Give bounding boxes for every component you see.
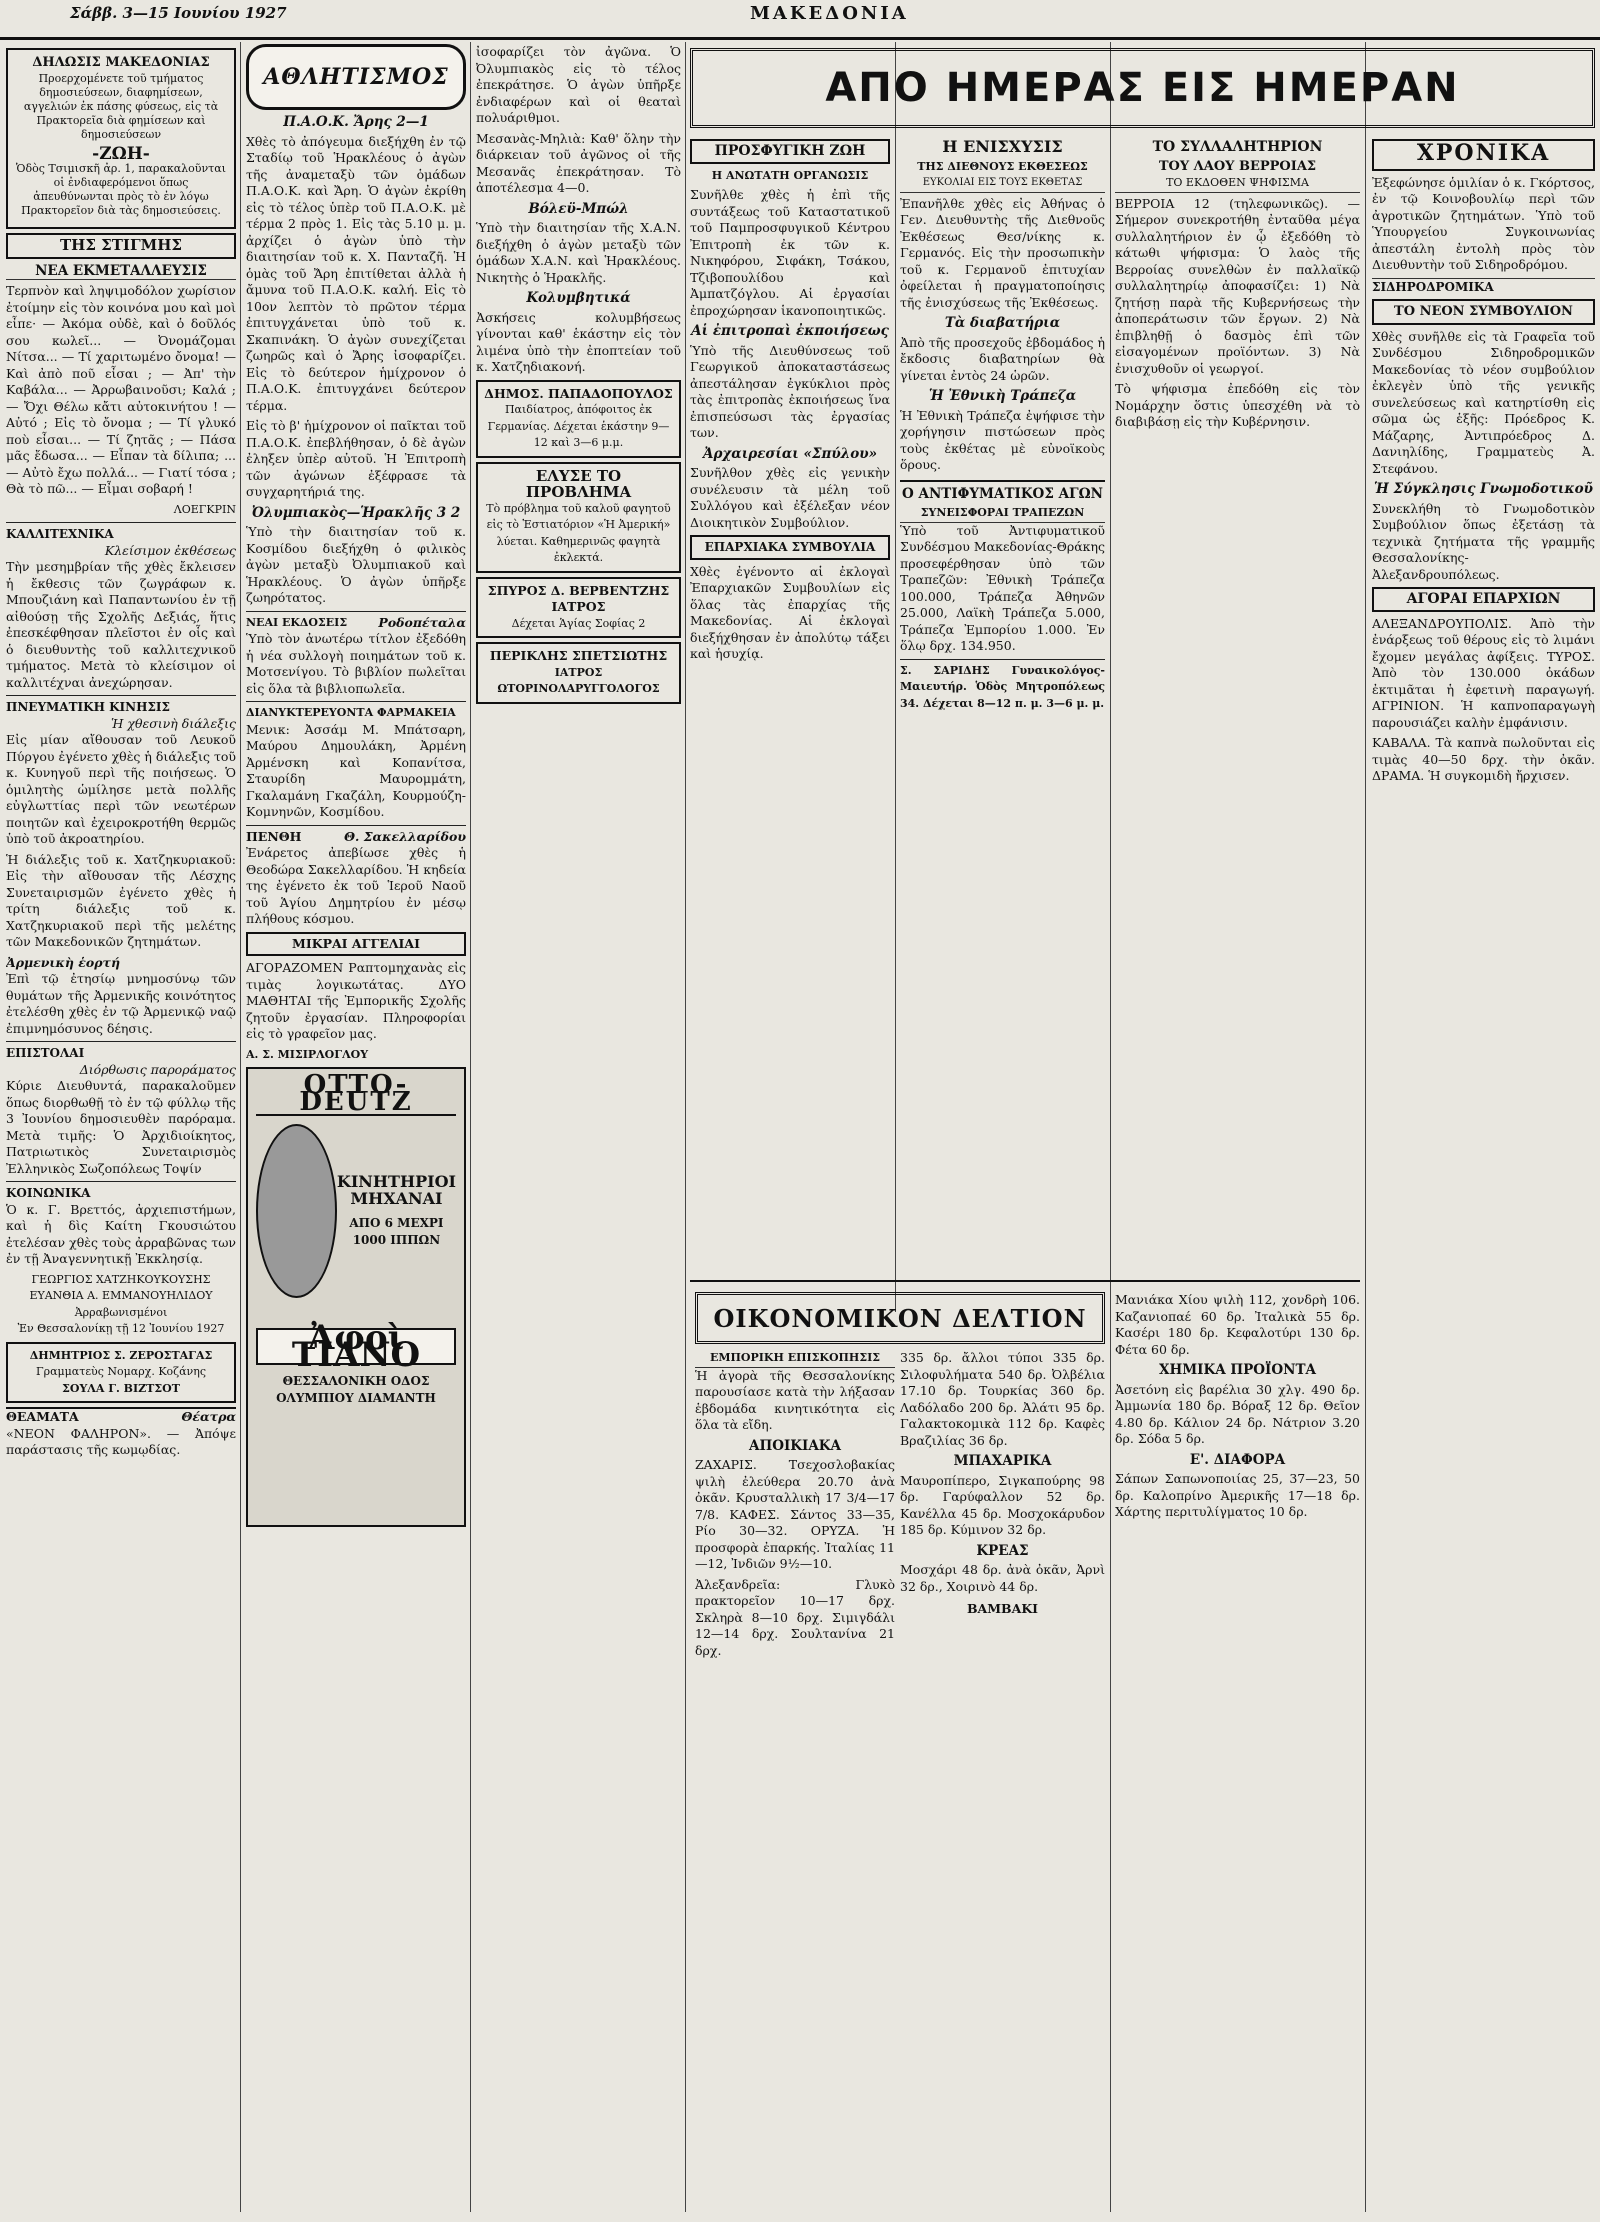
column-2	[246, 44, 466, 2219]
article-body: Ἀσκήσεις κολυμβήσεως γίνονται καθ' ἑκάστην εἰς τὸν λιμένα ὑπὸ τὴν ἐποπτείαν τοῦ κ. Χατζηδιακονή.	[476, 309, 681, 374]
divider	[6, 695, 236, 696]
article-body: Χθὲς ἐγένοντο αἱ ἐκλογαὶ Ἐπαρχιακῶν Συμβουλίων εἰς ὅλας τὰς ἐπαρχίας τῆς Μακεδονίας. Αἱ ἐκλογαὶ διεξήχθησαν ἐν ἀπολύτῳ τάξει καὶ ἡσυχίᾳ.	[690, 563, 890, 661]
column-divider	[1110, 42, 1111, 2212]
article-headline: Ἀρχαιρεσίαι «Σπύλου»	[702, 445, 878, 462]
section-header	[246, 829, 466, 846]
sport-logo	[246, 44, 466, 110]
article-body: Συνεκλήθη τὸ Γνωμοδοτικὸν Συμβούλιον ὅπως ἐξετάσῃ τὰ τεχνικὰ ζητήματα τῆς γραμμῆς Θεσσαλονίκης-Ἀλεξανδρουπόλεως.	[1372, 500, 1595, 582]
theater-header	[6, 1407, 236, 1426]
section-title: ΠΕΝΘΗ	[246, 828, 302, 844]
article-body: Χθὲς τὸ ἀπόγευμα διεξήχθη ἐν τῷ Σταδίῳ τοῦ Ἡρακλέους ὁ ἀγὼν τῆς ἀναμεταξὺ τῶν ὁμάδων Π.Α.Ο.Κ. καὶ Ἄρη. Ὁ ἀγὼν ἐκρίθη εἰς τὸ τέλος ὑπὲρ τοῦ Π.Α.Ο.Κ. μὲ τέρμα 2 πρὸς 1. Εἰς τὰς 5.10 μ. μ. ἀρχίζει ὁ ἀγὼν ὑπὸ τὴν διαιτησίαν τοῦ κ. Χ. Πανταζῆ. Ἡ ὁμὰς τοῦ Ἄρη ἐπιτίθεται ἀλλὰ ἡ ἄμυνα τοῦ Π.Α.Ο.Κ. καλή. Εἰς τὸ 10ον λεπτὸν τὸ πρῶτον τέρμα ἐπιτυγχάνεται ὑπὸ τοῦ κ. Σκαπινάκη. Ὁ ἀγὼν συνεχίζεται ζωηρῶς καὶ ὁ Ἄρης ἰσοφαρίζει. Εἰς τὸ δεύτερον ἡμίχρονον ὁ Π.Α.Ο.Κ. ἐπιτυγχάνει δεύτερον τέρμα.	[246, 133, 466, 413]
section-title: ΕΠΑΡΧΙΑΚΑ ΣΥΜΒΟΥΛΙΑ	[704, 540, 876, 554]
article-body: Ἐπανῆλθε χθὲς εἰς Ἀθήνας ὁ Γεν. Διευθυντὴς τῆς Διεθνοῦς Ἐκθέσεως Θεσ/νίκης κ. Γερμανός. Εἰς τὴν προσωπικὴν τοῦ κ. Γερμανοῦ ἐπιτυχίαν ὀφείλεται ἡ πραγματοποίησις τῆς ἐνισχύσεως τῆς Ἐκθέσεως.	[900, 195, 1105, 310]
article-body: «ΝΕΟΝ ΦΑΛΗΡΟΝ». — Ἀπόψε παράστασις τῆς κωμῳδίας.	[6, 1425, 236, 1457]
main-banner	[690, 48, 1595, 128]
section-title: ΠΝΕΥΜΑΤΙΚΗ ΚΙΝΗΣΙΣ	[6, 700, 171, 714]
ad-subtitle: ΚΙΝΗΤΗΡΙΟΙ ΜΗΧΑΝΑΙ	[336, 1172, 456, 1208]
article-body: Τὸ ψήφισμα ἐπεδόθη εἰς τὸν Νομάρχην ὅστις ὑπεσχέθη νὰ τὸ διαβιβάσῃ εἰς τὴν Κυβέρνησιν.	[1115, 381, 1360, 429]
section-subtitle: Θ. Σακελλαρίδου	[344, 828, 466, 844]
ad-line: ΔΗΜΟΣ. ΠΑΠΑΔΟΠΟΥΛΟΣ	[484, 385, 673, 401]
article-headline: ΤΟ ΝΕΟΝ ΣΥΜΒΟΥΛΙΟΝ	[1394, 304, 1573, 319]
article-body: Ὑπὸ τὴν διαιτησίαν τοῦ κ. Κοσμίδου διεξήχθη ὁ φιλικὸς ἀγὼν μεταξὺ Ὀλυμπιακοῦ καὶ Ἡρακλέους. Ὁ ἀγὼν ὑπῆρξε ζωηρότατος.	[246, 524, 466, 605]
notice-box	[6, 48, 236, 229]
article-body: Ἀσετόνη εἰς βαρέλια 30 χλγ. 490 δρ. Ἀμμωνία 180 δρ. Βόραξ 12 δρ. Θεῖον 4.80 δρ. Κάλιον 24 δρ. Νάτριον 3.20 δρ. Σόδα 5 δρ.	[1115, 1381, 1360, 1446]
article-body: Χθὲς συνῆλθε εἰς τὰ Γραφεῖα τοῦ Συνδέσμου Σιδηροδρομικῶν Μακεδονίας τὸ νέον συμβούλιον ἐκλεγὲν ὑπὸ τῆς γενικῆς συνελεύσεως καὶ κατηρτίσθη εἰς σῶμα ὡς ἑξῆς: Πρόεδρος Κ. Μάζαρης, Ἀντιπρόεδρος Δ. Δανιηλίδης, Γραμματεὺς Ἀ. Στεφάνου.	[1372, 328, 1595, 476]
article-body: Ἡ διάλεξις τοῦ κ. Χατζηκυριακοῦ: Εἰς τὴν αἴθουσαν τῆς Λέσχης Συνεταιρισμῶν ἐγένετο χθὲς ἡ τρίτη διάλεξις τοῦ κ. Χατζηκυριακοῦ περὶ τῆς μελέτης τῶν Μακεδονικῶν ζητημάτων.	[6, 851, 236, 949]
section-banner	[1372, 139, 1595, 171]
column-divider	[1365, 42, 1366, 2212]
advertisement	[476, 642, 681, 704]
article-headline: Η ΕΝΙΣΧΥΣΙΣ	[942, 137, 1063, 156]
section-title: ΧΗΜΙΚΑ ΠΡΟΪΟΝΤΑ	[1159, 1362, 1316, 1378]
divider	[246, 825, 466, 826]
article-body: Ὑπὸ τὸν ἀνωτέρω τίτλον ἐξεδόθη ἡ νέα συλλογὴ ποιημάτων τοῦ κ. Μοτσενίγου. Τὸ βιβλίον πωλεῖται εἰς ὅλα τὰ βιβλιοπωλεῖα.	[246, 631, 466, 696]
article-body: Μαυροπίπερο, Σιγκαπούρης 98 δρ. Γαρύφαλλον 52 δρ. Κανέλλα 45 δρ. Μοσχοκάρυδον 185 δρ. Κύμινον 32 δρ.	[900, 1472, 1105, 1537]
section-banner	[1372, 587, 1595, 612]
article-headline: Κολυμβητικά	[526, 290, 631, 306]
article-body: Σάπων Σαπωνοποιίας 25, 37—23, 50 δρ. Καλοπρίνο Ἀμερικῆς 17—18 δρ. Χάρτης περιτυλίγματος 10 δρ.	[1115, 1471, 1360, 1519]
article-headline: Ἡ Σύγκλησις Γνωμοδοτικοῦ	[1374, 481, 1593, 497]
column-7	[1372, 135, 1595, 2215]
article-body: Ἀπὸ τῆς προσεχοῦς ἐβδομάδος ἡ ἔκδοσις διαβατηρίων θὰ γίνεται ἐντὸς 24 ὡρῶν.	[900, 334, 1105, 383]
article-body: Μεσανὰς-Μηλιὰ: Καθ' ὅλην τὴν διάρκειαν τοῦ ἀγῶνος οἱ τῆς Μεσανᾶς ἐπεκράτησαν. Τὸ ἀποτέλεσμα 4—0.	[476, 130, 681, 195]
section-subtitle: Ροδοπέταλα	[378, 614, 466, 630]
econ-top-rule	[690, 1280, 1360, 1282]
column-divider	[470, 42, 471, 2212]
article-subheadline: ΕΥΚΟΛΙΑΙ ΕΙΣ ΤΟΥΣ ΕΚΘΕΤΑΣ	[900, 175, 1105, 193]
advertisement	[476, 462, 681, 573]
divider	[6, 522, 236, 523]
ad-line: ΠΕΡΙΚΛΗΣ ΣΠΕΤΣΙΩΤΗΣ	[489, 648, 668, 663]
article-body: Μανιάκα Χίου ψιλὴ 112, χονδρὴ 106. Καζανιοπαέ 60 δρ. Ἰταλικὰ 55 δρ. Κασέρι 180 δρ. Κεφαλοτύρι 130 δρ. Φέτα 60 δρ.	[1115, 1292, 1360, 1357]
column-4	[690, 135, 890, 1275]
article-headline: Π.Α.Ο.Κ. Ἄρης 2—1	[283, 114, 429, 130]
article-headline: Τὰ διαβατήρια	[944, 315, 1061, 331]
ad-line: Παιδίατρος, ἀπόφοιτος ἐκ Γερμανίας. Δέχεται ἑκάστην 9—12 καὶ 3—6 μ.μ.	[487, 403, 670, 449]
econ-banner	[695, 1292, 1105, 1344]
ad-line: ΙΑΤΡΟΣ ΩΤΟΡΙΝΟΛΑΡΥΓΓΟΛΟΓΟΣ	[497, 665, 660, 695]
section-title: ΤΗΣ ΣΤΙΓΜΗΣ	[60, 236, 182, 254]
ad-line: Δέχεται Ἁγίας Σοφίας 2	[511, 616, 646, 630]
article-body: Ὑπὸ τῆς Διευθύνσεως τοῦ Γεωργικοῦ ἀποκαταστάσεως ἀπεστάλησαν ἐγκύκλιοι πρὸς τὰς ἐπιτροπὰς ἐκποιήσεως ἵνα ἐπισπεύσωσι τὰς ἐργασίας των.	[690, 342, 890, 440]
advertisement: Σ. ΣΑΡΙΔΗΣ Γυναικολόγος-Μαιευτήρ. Ὁδὸς Μητροπόλεως 34. Δέχεται 8—12 π. μ. 3—6 μ. μ.	[900, 663, 1105, 710]
article-headline: Ἡ Ἐθνικὴ Τράπεζα	[928, 388, 1077, 404]
divider	[900, 480, 1105, 482]
ad-line: ΙΑΤΡΟΣ	[551, 599, 606, 614]
section-banner	[6, 233, 236, 259]
section-title: Ε'. ΔΙΑΦΟΡΑ	[1189, 1451, 1286, 1468]
econ-column-1	[695, 1350, 895, 2215]
divider	[900, 659, 1105, 660]
article-subheadline: ΤΟΥ ΛΑΟΥ ΒΕΡΡΟΙΑΣ	[1158, 158, 1317, 174]
article-body: ΑΓΟΡΑΖΟΜΕΝ Ραπτομηχανὰς εἰς τιμὰς λογικωτάτας. ΔΥΟ ΜΑΘΗΤΑΙ τῆς Ἐμπορικῆς Σχολῆς ζητοῦν ἐργασίαν. Πληροφορίαι εἰς τὸ γραφεῖον μας.	[246, 960, 466, 1041]
article-body: Συνῆλθον χθὲς εἰς γενικὴν συνέλευσιν τὰ μέλη τοῦ Συλλόγου καὶ ἐξέλεξαν νέον Διοικητικὸν Συμβούλιον.	[690, 465, 890, 530]
section-banner	[690, 139, 890, 164]
notice-zoi: -ΖΩΗ-	[92, 143, 150, 164]
article-body: Εἰς τὸ β' ἡμίχρονον οἱ παῖκται τοῦ Π.Α.Ο.Κ. ἐπεβλήθησαν, ὁ δὲ ἀγὼν ἐληξεν ὑπὲρ αὐτοῦ. Ἡ Ἐπιτροπὴ τῶν ἀγώνων ἐξέφρασε τὰ συγχαρητήριά της.	[246, 418, 466, 499]
article-body: ΖΑΧΑΡΙΣ. Τσεχοσλοβακίας ψιλὴ ἐλεύθερα 20.70 ἀνὰ ὀκᾶν. Κρυσταλλικὴ 17 3/4—17 7/8. ΚΑΦΕΣ. Σάντος 33—35, Ρίο 30—32. ΟΡΥΖΑ. Ἡ προσφορὰ ἐπαρκής. Ἰταλίας 11—12, Ἰνδιῶν 9½—10.	[695, 1457, 895, 1571]
article-headline: ΝΕΑ ΕΚΜΕΤΑΛΛΕΥΣΙΣ	[6, 263, 236, 281]
ad-line: ΣΟΥΛΑ Γ. ΒΙΖΤΣΟΤ	[62, 1381, 180, 1395]
article-headline: Ἀρμενικὴ ἑορτή	[6, 954, 121, 970]
column-5	[900, 135, 1105, 1275]
article-body: Ἐπὶ τῷ ἐτησίῳ μνημοσύνῳ τῶν θυμάτων τῆς Ἀρμενικῆς κοινότητος ἐτελέσθη χθὲς ἐν τῷ Ἀρμενικῷ ναῷ ἐπιμνημόσυνος δέησις.	[6, 971, 236, 1036]
section-title: ΒΑΜΒΑΚΙ	[966, 1601, 1039, 1616]
article-headline: Ἡ χθεσινὴ διάλεξις	[111, 715, 236, 731]
ad-line: ΔΗΜΗΤΡΙΟΣ Σ. ΖΕΡΟΣΤΑΓΑΣ	[29, 1348, 213, 1362]
article-subheadline: ΣΥΝΕΙΣΦΟΡΑΙ ΤΡΑΠΕΖΩΝ	[900, 505, 1105, 523]
ad-subtitle: ΑΠΟ 6 ΜΕΧΡΙ 1000 ΙΠΠΩΝ	[349, 1216, 444, 1247]
column-divider	[895, 42, 896, 1312]
article-body: Τερπνὸν καὶ ληψιμοδόλον χωρίσιον ἐτοίμην εἰς τὸν κοινόνα μου καὶ μοὶ εἶπε· — Ἀκόμα οὐδὲ, καὶ ὁ δοῦλός σου κωλεῖ... — Ὀνομάζομαι Νίτσα... — Τί χαριτωμένο ὄνομα! — Καὶ ἀπὸ ποῦ εἶσαι ; — Ἀπ' τὴν Καβάλα... — Ἀρρωβαινοῦσι; Καλά ; — Ὄχι Θέλω κἄτι αὐτοκινήτου ! — Αὐτό ; Εἰς τὸ ὄνομα ; — Τί γλυκό ποὺ εἶσαι... — Τί ζητᾶς ; — Πάσα μᾶς ἔδωσα... — Εἶπαν τὰ δίλιπα; ... — Αὐτὸ ἔχω πολλά... — Γιατί τόσα ; Θὰ τὸ πῶ... — Εἶμαι σοβαρή !	[6, 283, 236, 496]
article-headline: Ο ΑΝΤΙΦΥΜΑΤΙΚΟΣ ΑΓΩΝ	[902, 485, 1103, 502]
section-title: ΑΠΟΙΚΙΑΚΑ	[748, 1437, 842, 1454]
article-body: ΑΛΕΞΑΝΔΡΟΥΠΟΛΙΣ. Ἀπὸ τὴν ἐνάρξεως τοῦ θέρους εἰς τὸ λιμάνι ἔχομεν μεγάλας ἀφίξεις. ΤΥΡΟΣ. Ἀπὸ τὸν 130.000 ὀκάδων ἐκτιμᾶται ἡ ἐφετινὴ παραγωγή. ΑΓΡΙΝΙΟΝ. Ἡ καπνοπαραγωγὴ παρουσιάζει καλὴν ἐμφάνισιν.	[1372, 615, 1595, 730]
article-body: Ὑπὸ τὴν διαιτησίαν τῆς Χ.Α.Ν. διεξήχθη ὁ ἀγὼν μεταξὺ τῶν ὁμάδων Χ.Α.Ν. καὶ Ἡρακλέους. Νικητὴς ὁ Ἡρακλῆς.	[476, 220, 681, 285]
article-body: Κύριε Διευθυντά, παρακαλοῦμεν ὅπως διορθωθῇ τὸ ἐν τῷ φύλλῳ τῆς 3 Ἰουνίου δημοσιευθὲν παρόραμα. Μετὰ τιμῆς: Ὁ Ἀρχιδιοίκητος, Πατριωτικὸς Συνεταιρισμὸς Ἐλληνικὸς Σωζοπόλεως Τοψίν	[6, 1078, 236, 1176]
notice-zoi-body: Ὁδὸς Τσιμισκῆ ἀρ. 1, παρακαλοῦνται οἱ ἐνδιαφερόμενοι ὅπως ἀπευθύνωνται πρὸς τὸ ἐν λόγω Πρακτορεῖον διὰ τὰς δημοσιεύσεις.	[16, 162, 226, 217]
ad-line: ΕΛΥΣΕ ΤΟ ΠΡΟΒΛΗΜΑ	[525, 466, 632, 501]
column-divider	[685, 42, 686, 2212]
column-3	[476, 44, 681, 2219]
ad-body	[256, 1124, 456, 1298]
article-body: Ἡ Ἐθνικὴ Τράπεζα ἐψήφισε τὴν χορήγησιν πιστώσεων πρὸς τοὺς ἐκθέτας μὲ εὐνοϊκοὺς ὅρους.	[900, 407, 1105, 472]
advertisement	[6, 1342, 236, 1404]
section-banner	[690, 535, 890, 560]
article-body: ἰσοφαρίζει τὸν ἀγῶνα. Ὁ Ὀλυμπιακὸς εἰς τὸ τέλος ἐπεκράτησε. Ὁ ἀγὼν ὑπῆρξε ἐνδιαφέρων καὶ οἱ θεαταὶ πολυάριθμοι.	[476, 44, 681, 125]
econ-column-3	[1115, 1292, 1360, 2212]
article-body: ΒΕΡΡΟΙΑ 12 (τηλεφωνικῶς). — Σήμερον συνεκροτήθη ἐνταῦθα μέγα συλλαλητήριον ἐν ᾧ ἐξεδόθη τὸ κάτωθι ψήφισμα: Ὁ λαὸς τῆς Βερροίας συνελθὼν ἐν παλλαϊκῷ συλλαλητηρίῳ ἀποφασίζει: 1) Νὰ ζητήσῃ παρὰ τῆς Κυβερνήσεως τὴν ἀποπεράτωσιν τῶν ἔργων. 2) Νὰ ἐπιβληθῇ ὁ δασμὸς ἐπὶ τῶν εἰσαγομένων προϊόντων. 3) Νὰ ἐνισχυθοῦν οἱ γεωργοί.	[1115, 195, 1360, 376]
article-body: Μενικ: Ἀσσάμ Μ. Μπάτσαρη, Μαύρου Δημουλάκη, Ἀρμένη Ἀρμένσκη καὶ Κοπανίτσα, Σταυρίδη Μαυρομμάτη, Γκαλαμάνη Γκαζάλη, Κουρμούζη-Κομνηνῶν, Κοσμίδου.	[246, 721, 466, 819]
masthead-date: Σάββ. 3—15 Ιουνίου 1927	[70, 4, 287, 22]
ad-line: Γραμματεὺς Νομαρχ. Κοζάνης	[35, 1365, 206, 1378]
article-body: Μοσχάρι 48 δρ. ἀνὰ ὀκᾶν, Ἀρνὶ 32 δρ., Χοιρινὸ 44 δρ.	[900, 1562, 1105, 1594]
article-body: ΚΑΒΑΛΑ. Τὰ καπνὰ πωλοῦνται εἰς τιμὰς 40—50 δρχ. τὴν ὀκᾶν. ΔΡΑΜΑ. Ἡ συγκομιδὴ ἤρχισεν.	[1372, 735, 1595, 783]
article-subheadline: ΤΟ ΕΚΔΟΘΕΝ ΨΗΦΙΣΜΑ	[1115, 175, 1360, 193]
article-body: Ἀλεξανδρεῖα: Γλυκὸ πρακτορεῖον 10—17 δρχ. Σκληρὰ 8—10 δρχ. Σιμιγδάλι 12—14 δρχ. Σουλτανίνα 21 δρχ.	[695, 1576, 895, 1658]
ad-text	[337, 1124, 456, 1298]
sport-logo-text: ΑΘΛΗΤΙΣΜΟΣ	[263, 63, 449, 90]
ad-line: ΣΠΥΡΟΣ Δ. ΒΕΡΒΕΝΤΖΗΣ	[487, 582, 670, 598]
section-header	[246, 615, 466, 632]
section-title: ΜΙΚΡΑΙ ΑΓΓΕΛΙΑΙ	[292, 935, 420, 951]
article-body: Ἐνάρετος ἀπεβίωσε χθὲς ἡ Θεοδώρα Σακελλαρίδου. Ἡ κηδεία της ἐγένετο ἐκ τοῦ Ἱεροῦ Ναοῦ τοῦ Ἁγίου Δημητρίου ἐν μέσῳ πλήθους κόσμου.	[246, 845, 466, 926]
section-subtitle: Θέατρα	[181, 1409, 236, 1424]
article-subheadline: ΕΜΠΟΡΙΚΗ ΕΠΙΣΚΟΠΗΣΙΣ	[695, 1350, 895, 1368]
section-title: ΝΕΑΙ ΕΚΔΟΣΕΙΣ	[246, 615, 348, 629]
ad-address: ΘΕΣΣΑΛΟΝΙΚΗ ΟΔΟΣ ΟΛΥΜΠΙΟΥ ΔΙΑΜΑΝΤΗ	[276, 1374, 436, 1405]
column-1	[6, 44, 236, 2219]
section-title: ΘΕΑΜΑΤΑ	[6, 1409, 79, 1424]
econ-title: ΟΙΚΟΝΟΜΙΚΟΝ ΔΕΛΤΙΟΝ	[713, 1303, 1087, 1333]
notice-body: Προερχομένετε τοῦ τμήματος δημοσιεύσεων, διαφημίσεων, αγγελιών ἐκ πάσης φύσεως, εἰς τὰ Πρακτορεῖα διὰ φημίσεων καὶ δημοσιεύσεων	[23, 71, 219, 141]
main-banner-title: ΑΠΟ ΗΜΕΡΑΣ ΕΙΣ ΗΜΕΡΑΝ	[825, 65, 1460, 111]
section-banner	[246, 932, 466, 957]
advertisement	[476, 380, 681, 458]
article-body: Ἐξεφώνησε ὁμιλίαν ὁ κ. Γκόρτσος, ἐν τῷ Κοινοβουλίῳ περὶ τῶν ἀγροτικῶν ζητημάτων. Ὑπὸ τοῦ Ὑπουργείου Συγκοινωνίας ἀπεστάλη ἐντολὴ πρὸς τὸν Διευθυντὴν τοῦ Σιδηροδρόμου.	[1372, 174, 1595, 272]
section-title: ΕΠΙΣΤΟΛΑΙ	[6, 1046, 85, 1060]
signature-line: Ἀρραβωνισμένοι	[74, 1305, 168, 1319]
section-title: ΚΑΛΛΙΤΕΧΝΙΚΑ	[6, 527, 114, 541]
section-title: ΠΡΟΣΦΥΓΙΚΗ ΖΩΗ	[714, 143, 866, 159]
signature-line: Ἐν Θεσσαλονίκῃ τῇ 12 Ἰουνίου 1927	[17, 1322, 225, 1335]
column-divider	[240, 42, 241, 2212]
signature-line: ΕΥΑΝΘΙΑ Α. ΕΜΜΑΝΟΥΗΛΙΔΟΥ	[29, 1289, 213, 1302]
article-headline: Διόρθωσις παροράματος	[79, 1061, 236, 1077]
article-headline: Κλείσιμον ἐκθέσεως	[104, 542, 236, 558]
article-headline: ΤΟ ΣΥΛΛΑΛΗΤΗΡΙΟΝ	[1152, 139, 1323, 155]
divider	[246, 701, 466, 702]
article-body: Ἡ ἀγορὰ τῆς Θεσσαλονίκης παρουσίασε κατὰ τὴν λήξασαν ἑβδομάδα κινητικότητα εἰς ὅλα τὰ εἴδη.	[695, 1367, 895, 1432]
ad-brand: Ἀφοὶ ΤΙΑΝΟ	[256, 1328, 456, 1365]
section-title: ΜΠΑΧΑΡΙΚΑ	[953, 1453, 1052, 1469]
article-headline: Η ΑΝΩΤΑΤΗ ΟΡΓΑΝΩΣΙΣ	[711, 168, 869, 182]
section-title: ΑΓΟΡΑΙ ΕΠΑΡΧΙΩΝ	[1406, 591, 1561, 607]
divider	[6, 1041, 236, 1042]
article-body: 335 δρ. ἄλλοι τύποι 335 δρ. Σιλοφυλήματα 540 δρ. Ὀλβέλια 17.10 δρ. Τουρκίας 360 δρ. Λαδόλαδο 200 δρ. Ἀλάτι 95 δρ. Γαλακτοκομικὰ 112 δρ. Καφὲς Βραζιλίας 36 δρ.	[900, 1350, 1105, 1448]
notice-title: ΔΗΛΩΣΙΣ ΜΑΚΕΔΟΝΙΑΣ	[32, 55, 210, 70]
ad-line: Τὸ πρόβλημα τοῦ καλοῦ φαγητοῦ εἰς τὸ Ἑστιατόριον «Ἡ Ἀμερική» λύεται. Καθημερινῶς φαγητὰ ἐκλεκτά.	[486, 501, 671, 564]
signature-line: ΓΕΩΡΓΙΟΣ ΧΑΤΖΗΚΟΥΚΟΥΣΗΣ	[31, 1272, 211, 1286]
section-title: ΔΙΑΝΥΚΤΕΡΕΥΟΝΤΑ ΦΑΡΜΑΚΕΙΑ	[246, 706, 456, 719]
article-signature: ΛΟΕΓΚΡΙΝ	[173, 502, 236, 516]
article-subheadline: ΤΗΣ ΔΙΕΘΝΟΥΣ ΕΚΘΕΣΕΩΣ	[917, 159, 1088, 173]
section-title: ΚΟΙΝΩΝΙΚΑ	[6, 1186, 91, 1200]
otto-deutz-advertisement	[246, 1067, 466, 1527]
divider	[246, 611, 466, 612]
section-banner	[1372, 299, 1595, 325]
masthead-title: ΜΑΚΕΔΟΝΙΑ	[750, 3, 909, 24]
article-body: Τὴν μεσημβρίαν τῆς χθὲς ἔκλεισεν ἡ ἔκθεσις τῶν ζωγράφων κ. Μπουζιάνη καὶ Παπαντωνίου ἐν τῇ αἰθούσῃ τῆς Σχολῆς Δεξιάς, ἥτις ἐπεσκέφθησαν πλεῖστοι ἐν οἷς καὶ ὁ διευθυντὴς τοῦ καλλιτεχνικοῦ τμήματος. Μετὰ τὸ κλείσιμον οἱ καλλιτέχναι ἀνεχώρησαν.	[6, 559, 236, 690]
section-title: ΣΙΔΗΡΟΔΡΟΜΙΚΑ	[1372, 278, 1595, 296]
advertisement	[476, 577, 681, 639]
section-title: ΚΡΕΑΣ	[976, 1542, 1029, 1559]
econ-column-2	[900, 1350, 1105, 2215]
engine-illustration	[256, 1124, 337, 1298]
article-body: Ὑπὸ τοῦ Ἀντιφυματικοῦ Συνδέσμου Μακεδονίας-Θράκης προσεφέρθησαν ὑπὸ τῶν Τραπεζῶν: Ἐθνικὴ Τράπεζα 100.000, Τράπεζα Ἀθηνῶν 25.000, Λαϊκὴ Τράπεζα 5.000, Τράπεζα Ἐμπορίου 1.000. Ἐν ὅλῳ δρχ. 134.950.	[900, 522, 1105, 653]
masthead	[0, 0, 1600, 40]
article-body: Εἰς μίαν αἴθουσαν τοῦ Λευκοῦ Πύργου ἐγένετο χθὲς ἡ διάλεξις τοῦ κ. Κυνηγοῦ περὶ τῆς ποιήσεως. Ὁ ὁμιλητὴς ὡμίλησε μετὰ πολλῆς εὐγλωττίας περὶ τῶν νεωτέρων ποιητῶν καὶ ἐχειροκροτήθη θερμῶς ὑπὸ τοῦ ἀκροατηρίου.	[6, 732, 236, 846]
article-headline: Ὀλυμπιακὸς—Ἡρακλῆς 3 2	[251, 504, 461, 521]
article-headline: Βόλεϋ-Μπώλ	[528, 200, 629, 217]
article-headline: Αἱ ἐπιτροπαὶ ἐκποιήσεως	[691, 323, 889, 339]
ad-signature: Α. Σ. ΜΙΣΙΡΛΟΓΛΟΥ	[246, 1047, 369, 1061]
column-6	[1115, 135, 1360, 1275]
section-title: ΧΡΟΝΙΚΑ	[1416, 140, 1551, 166]
article-body: Ὁ κ. Γ. Βρεττός, ἀρχιεπιστήμων, καὶ ἡ δὶς Καίτη Γκουσιώτου ἐτελέσαν χθὲς τοὺς ἀρραβῶνας των ἐν τῇ Ἀναγεννητικῇ Ἐκκλησίᾳ.	[6, 1201, 236, 1266]
divider	[6, 1181, 236, 1182]
article-body: Συνῆλθε χθὲς ἡ ἐπὶ τῆς συντάξεως τοῦ Καταστατικοῦ τοῦ Παμπροσφυγικοῦ Κέντρου Ἐπιτροπὴ ἐκ τῶν κ. Νικηφόρου, Σιφάκη, Τσάκου, Τζιβοπουλίδου καὶ Ἀμπατζόγλου. Αἱ ἐργασίαι ἐπροχώρησαν ἱκανοποιητικῶς.	[690, 187, 890, 318]
ad-title: OTTO-DEUTZ	[256, 1077, 456, 1116]
